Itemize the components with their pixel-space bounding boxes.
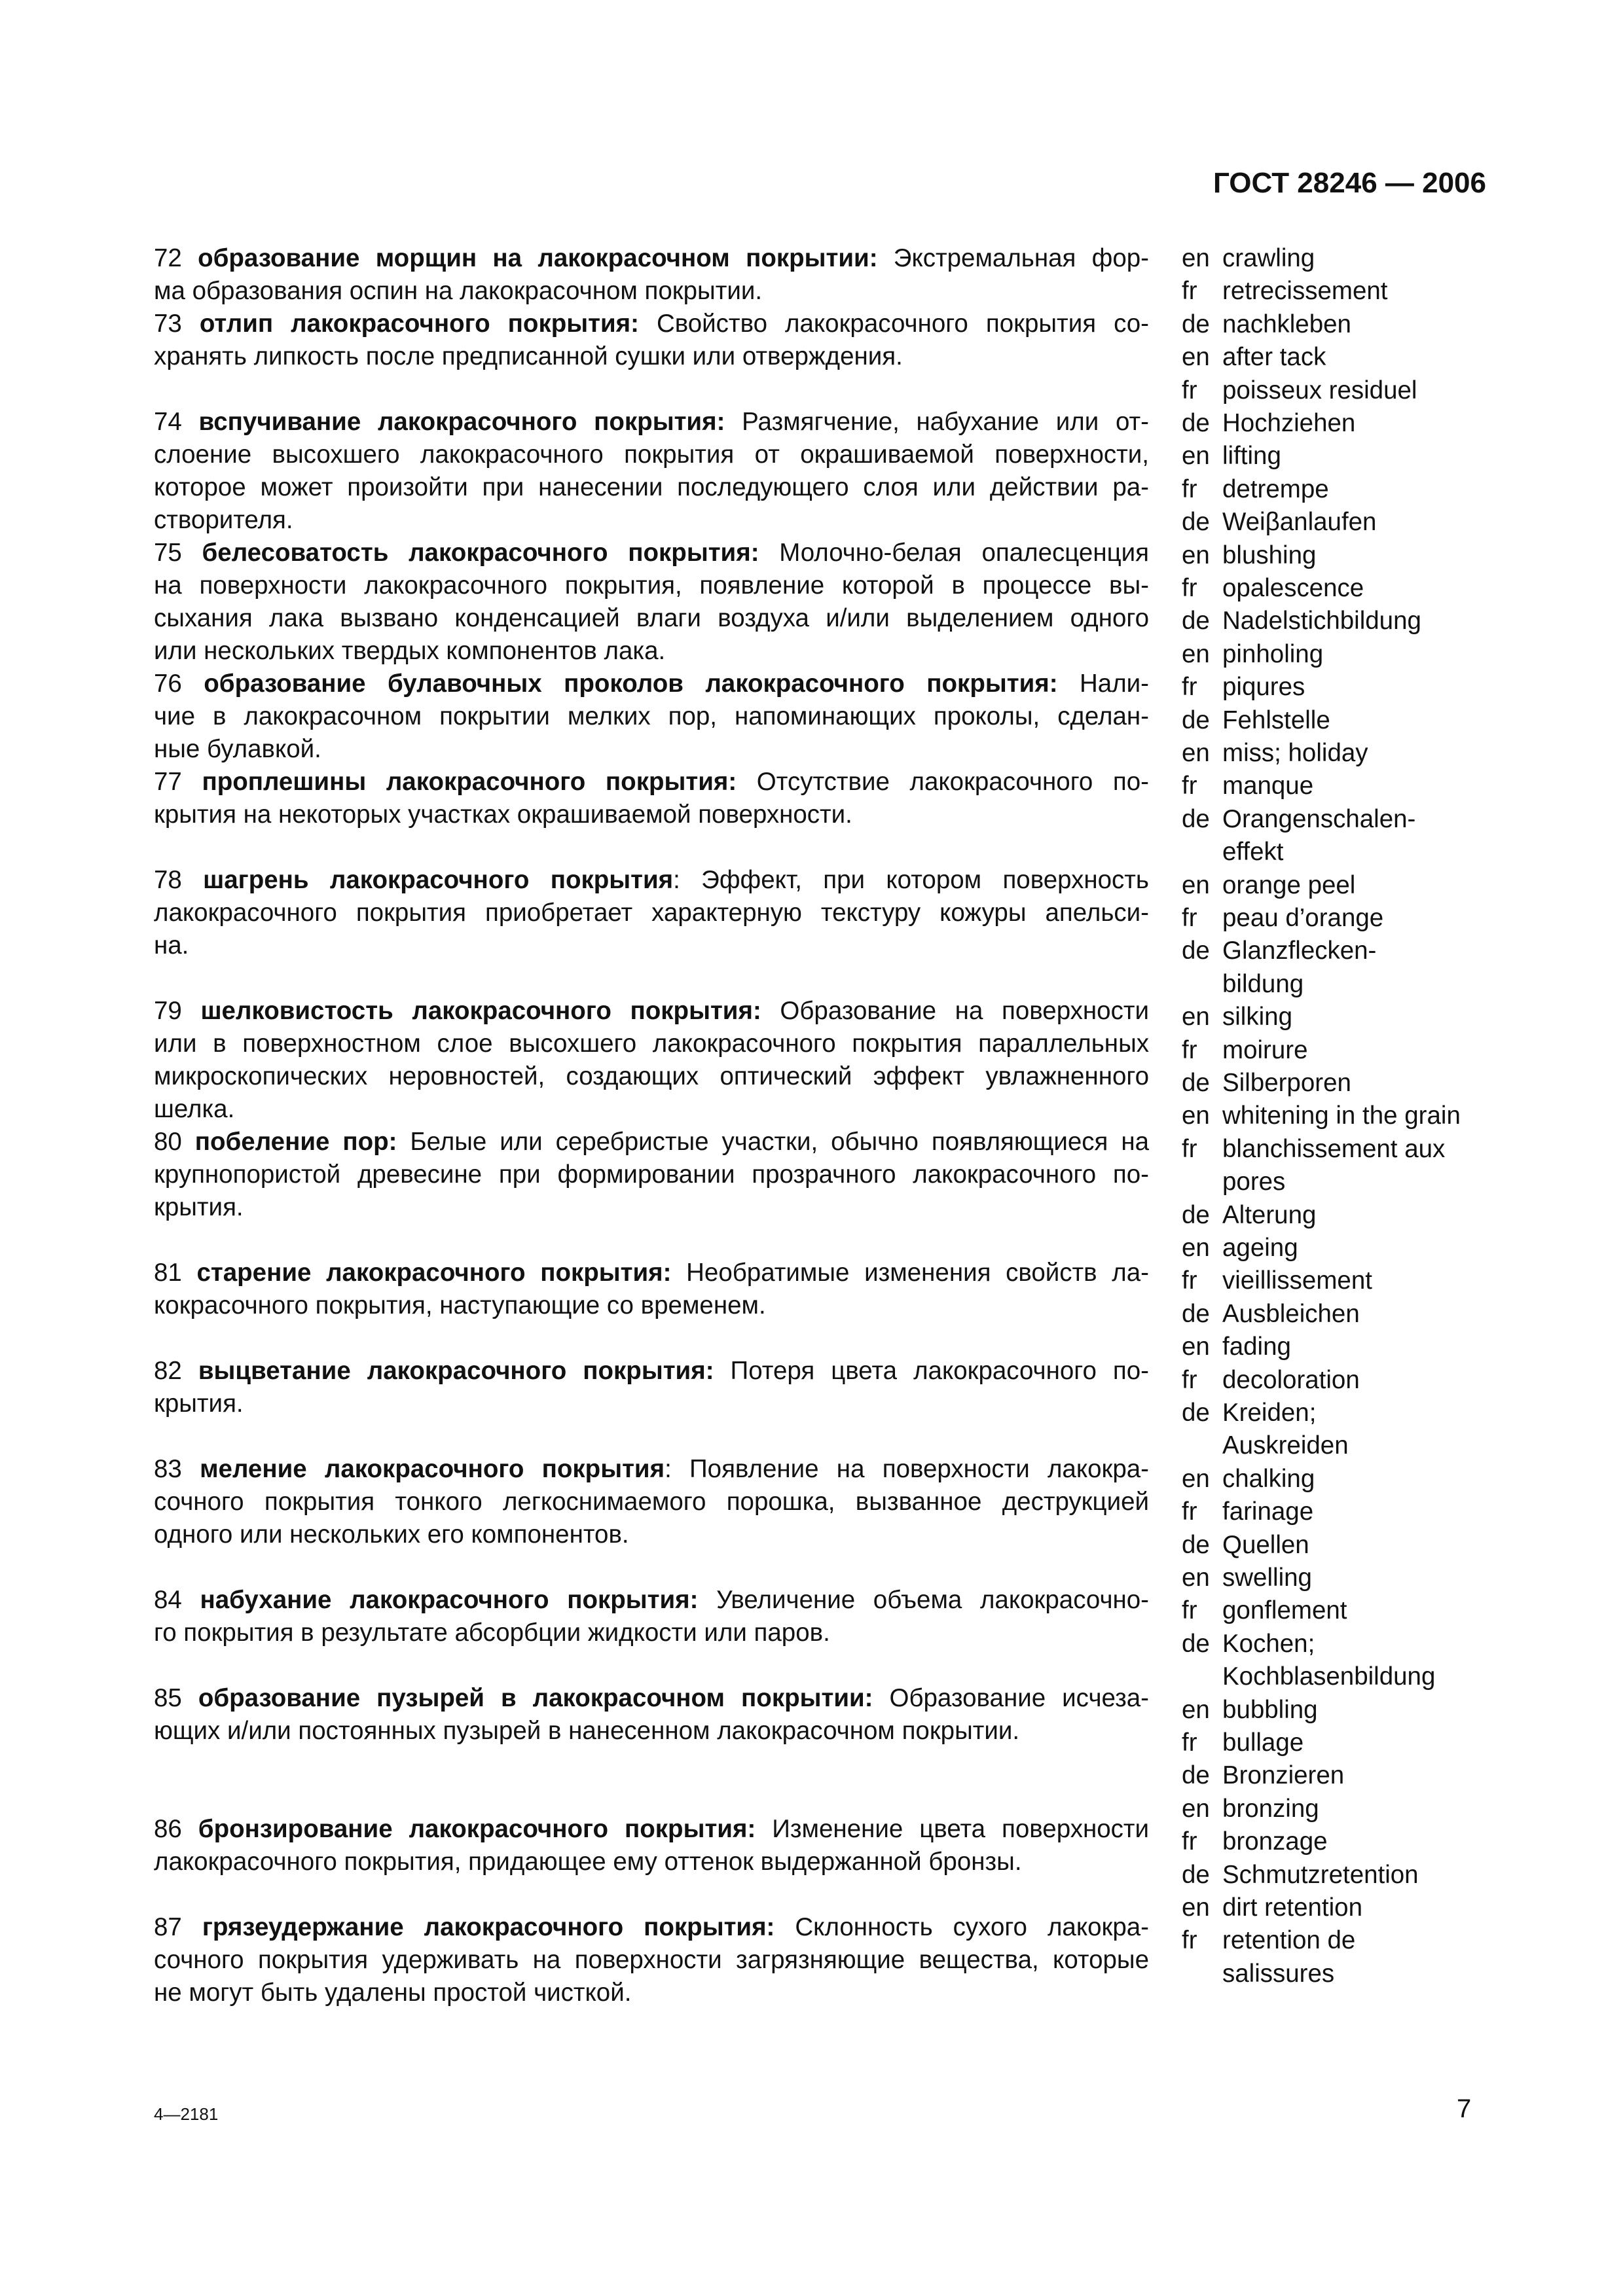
foreign-equivalent [1182,1166,1285,1199]
language-code: en [1182,1234,1210,1262]
term-text: Нали- [1057,670,1149,698]
term-text: крупнопористой древесине при формировании прозрачного лакокрасочного по- [154,1160,1149,1189]
equivalent-term: bildung [1222,969,1304,998]
term-number: 83 [154,1455,200,1483]
language-code: de [1182,1761,1210,1790]
language-code: en [1182,870,1210,899]
equivalent-term: whitening in the grain [1222,1102,1461,1130]
foreign-equivalent [1182,1660,1435,1694]
term-definition-line [154,1518,629,1552]
term-text: Склонность сухого лакокра- [775,1913,1149,1941]
equivalent-term: poisseux residuel [1222,376,1417,404]
foreign-equivalent [1182,605,1421,638]
term-entry-line [154,1813,1149,1846]
foreign-equivalent [1182,1067,1351,1100]
language-code: en [1182,1893,1210,1922]
language-code: de [1182,1530,1210,1559]
foreign-equivalent [1182,1265,1372,1298]
language-code: en [1182,1003,1210,1031]
term-number: 80 [154,1128,195,1156]
foreign-equivalent [1182,1694,1318,1727]
term-definition-line [154,1486,1149,1519]
term-text: сочного покрытия тонкого легкоснимаемого порошка, вызванное деструкцией [154,1488,1149,1516]
term-entry-line [154,406,1149,439]
term-name: проплешины лакокрасочного покрытия: [202,768,737,796]
foreign-equivalent [1182,506,1376,539]
term-entry-line [154,537,1149,570]
foreign-equivalent [1182,341,1326,374]
term-definition-line [154,1617,830,1650]
equivalent-term: Quellen [1222,1530,1309,1559]
term-text: Изменение цвета поверхности [756,1815,1150,1843]
term-text: : Эффект, при котором поверхность [673,866,1149,894]
equivalent-term: fading [1222,1333,1291,1361]
term-text: ма образования оспин на лакокрасочном покрытии. [154,277,763,305]
term-number: 77 [154,768,202,796]
term-definition-line [154,275,762,308]
equivalent-term: Alterung [1222,1200,1317,1229]
term-entry-line [154,1453,1149,1486]
language-code: en [1182,739,1210,767]
term-number: 76 [154,670,204,698]
language-code: en [1182,1564,1210,1592]
language-code: fr [1182,475,1197,503]
term-name: меление лакокрасочного покрытия [200,1455,665,1483]
foreign-equivalent [1182,1958,1334,1991]
foreign-equivalent [1182,836,1283,869]
foreign-equivalent [1182,407,1355,440]
term-name: отлип лакокрасочного покрытия: [199,310,639,338]
term-name: шагрень лакокрасочного покрытия [203,866,674,894]
equivalent-term: after tack [1222,343,1326,372]
term-number: 86 [154,1815,198,1843]
foreign-equivalent [1182,902,1383,935]
equivalent-term: blushing [1222,541,1317,569]
equivalent-term: piqures [1222,673,1305,702]
language-code: en [1182,1102,1210,1130]
language-code: fr [1182,1498,1197,1526]
term-text: не могут быть удалены простой чисткой. [154,1979,632,2007]
foreign-equivalent [1182,374,1417,408]
term-definition-line [154,635,665,668]
foreign-equivalent [1182,737,1368,770]
language-code: fr [1182,1596,1197,1625]
language-code: en [1182,1695,1210,1724]
equivalent-term: lifting [1222,442,1281,471]
foreign-equivalent [1182,1759,1344,1793]
foreign-equivalent [1182,935,1376,968]
equivalent-term: manque [1222,772,1314,800]
equivalent-term: Fehlstelle [1222,706,1330,734]
term-definition-line [154,1158,1149,1192]
term-text: сыхания лака вызвано конденсацией влаги воздуха и/или выделением одного [154,604,1149,632]
term-entry-line [154,864,1149,897]
equivalent-term: opalescence [1222,574,1364,602]
term-definition-line [154,700,1149,734]
foreign-equivalent [1182,803,1415,836]
equivalent-term: Schmutzretention [1222,1860,1419,1889]
language-code: en [1182,1794,1210,1823]
term-text: Образование на поверхности [761,997,1149,1025]
term-text: сочного покрытия удерживать на поверхности загрязняющие вещества, которые [154,1946,1149,1974]
term-definition-line [154,798,852,832]
language-code: de [1182,1629,1210,1658]
term-text: крытия. [154,1390,244,1418]
term-text: которое может произойти при нанесении последующего слоя или действии ра- [154,473,1149,501]
term-entry-line [154,1911,1149,1945]
term-name: образование пузырей в лакокрасочном покрытии: [198,1684,873,1712]
equivalent-term: blanchissement aux [1222,1134,1446,1163]
equivalent-term: bronzage [1222,1827,1328,1856]
language-code: de [1182,804,1210,833]
foreign-equivalent [1182,539,1316,573]
language-code: fr [1182,1926,1197,1955]
term-definition-line [154,1388,244,1421]
language-code: de [1182,1200,1210,1229]
term-entry-line [154,242,1149,276]
foreign-equivalent [1182,1924,1355,1958]
term-text: Экстремальная фор- [877,244,1149,272]
page-number: 7 [1457,2094,1472,2123]
term-text: или нескольких твердых компонентов лака. [154,637,666,665]
language-code: fr [1182,904,1197,932]
term-number: 73 [154,310,200,338]
foreign-equivalent [1182,704,1330,738]
equivalent-term: peau d’orange [1222,904,1384,932]
term-text: микроскопических неровностей, создающих оптический эффект увлажненного [154,1062,1149,1090]
term-definition-line [154,1977,631,2010]
term-definition-line [154,569,1149,603]
foreign-equivalent [1182,242,1315,276]
foreign-equivalent [1182,1331,1291,1364]
foreign-equivalent [1182,1199,1316,1232]
term-entry-line [154,1584,1149,1617]
language-code: de [1182,1299,1210,1328]
foreign-equivalent [1182,968,1304,1001]
term-definition-line [154,471,1149,505]
term-definition-line [154,1944,1149,1977]
foreign-equivalent [1182,671,1305,704]
term-definition-line [154,733,321,766]
term-name: шелковистость лакокрасочного покрытия: [200,997,761,1025]
foreign-equivalent [1182,1232,1298,1265]
term-entry-line [154,1126,1149,1159]
foreign-equivalent [1182,1825,1328,1859]
foreign-equivalent [1182,770,1313,803]
equivalent-term: decoloration [1222,1365,1360,1394]
term-number: 75 [154,539,202,567]
term-number: 87 [154,1913,202,1941]
equivalent-term: Auskreiden [1222,1431,1349,1460]
term-number: 78 [154,866,204,894]
term-entry-line [154,1355,1149,1388]
equivalent-term: Nadelstichbildung [1222,607,1421,636]
foreign-equivalent [1182,1594,1347,1628]
equivalent-term: moirure [1222,1035,1308,1064]
language-code: fr [1182,1729,1197,1757]
language-code: en [1182,244,1210,272]
language-code: fr [1182,277,1197,306]
term-name: вспучивание лакокрасочного покрытия: [198,408,725,436]
language-code: fr [1182,1134,1197,1163]
term-definition-line [154,1060,1149,1094]
foreign-equivalent [1182,1529,1309,1562]
term-text: Белые или серебристые участки, обычно появляющиеся на [397,1128,1149,1156]
equivalent-term: miss; holiday [1222,739,1368,767]
term-definition-line [154,1715,1019,1748]
term-entry-line [154,1682,1149,1715]
term-text: Свойство лакокрасочного покрытия со- [638,310,1149,338]
term-definition-line [154,1093,234,1126]
language-code: en [1182,343,1210,372]
equivalent-term: vieillissement [1222,1266,1372,1295]
term-text: крытия. [154,1193,244,1221]
term-text: лакокрасочного покрытия приобретает характерную текстуру кожуры апельси- [154,899,1149,927]
term-number: 79 [154,997,201,1025]
term-definition-line [154,340,903,374]
language-code: de [1182,937,1210,965]
term-number: 82 [154,1357,198,1385]
equivalent-term: nachkleben [1222,310,1351,338]
term-definition-line [154,439,1149,472]
language-code: en [1182,639,1210,668]
foreign-equivalent [1182,1496,1313,1529]
print-code: 4—2181 [154,2104,219,2124]
term-entry-line [154,1257,1149,1290]
equivalent-term: salissures [1222,1959,1335,1988]
equivalent-term: dirt retention [1222,1893,1363,1922]
term-entry-line [154,995,1149,1028]
term-definition-line [154,504,293,537]
term-definition-line [154,1289,766,1323]
language-code: fr [1182,772,1197,800]
equivalent-term: orange peel [1222,870,1356,899]
equivalent-term: chalking [1222,1464,1315,1493]
language-code: fr [1182,1365,1197,1394]
language-code: de [1182,1069,1210,1097]
term-text: Молочно-белая опалесценция [759,539,1149,567]
equivalent-term: pores [1222,1168,1286,1196]
equivalent-term: crawling [1222,244,1315,272]
term-text: чие в лакокрасочном покрытии мелких пор, напоминающих проколы, сделан- [154,702,1149,730]
term-text: Необратимые изменения свойств ла- [671,1259,1149,1287]
equivalent-term: retention de [1222,1926,1356,1955]
language-code: en [1182,1464,1210,1493]
foreign-equivalent [1182,869,1355,903]
foreign-equivalent [1182,572,1364,605]
term-name: образование морщин на лакокрасочном покрытии: [198,244,878,272]
term-text: слоение высохшего лакокрасочного покрытия от окрашиваемой поверхности, [154,440,1149,469]
equivalent-term: Hochziehen [1222,409,1356,437]
term-text: створителя. [154,506,293,534]
foreign-equivalent [1182,1397,1316,1430]
term-name: набухание лакокрасочного покрытия: [200,1586,699,1614]
equivalent-term: bullage [1222,1729,1304,1757]
term-text: ные булавкой. [154,735,321,763]
equivalent-term: Bronzieren [1222,1761,1345,1790]
term-text: Отсутствие лакокрасочного по- [737,768,1150,796]
term-name: старение лакокрасочного покрытия: [196,1259,672,1287]
foreign-equivalent [1182,1364,1360,1397]
term-definition-line [154,929,189,963]
foreign-equivalent [1182,1628,1315,1661]
language-code: fr [1182,1266,1197,1295]
language-code: de [1182,1399,1210,1427]
foreign-equivalent [1182,1429,1349,1463]
foreign-equivalent [1182,1727,1304,1760]
term-text: на. [154,931,189,960]
foreign-equivalent [1182,638,1323,672]
foreign-equivalent [1182,1793,1319,1826]
equivalent-term: farinage [1222,1498,1314,1526]
term-name: образование булавочных проколов лакокрасочного покрытия: [204,670,1058,698]
term-text: : Появление на поверхности лакокра- [665,1455,1149,1483]
foreign-equivalent [1182,1859,1419,1892]
term-name: бронзирование лакокрасочного покрытия: [198,1815,756,1843]
language-code: fr [1182,1827,1197,1856]
term-text: ющих и/или постоянных пузырей в нанесенном лакокрасочном покрытии. [154,1717,1020,1745]
equivalent-term: bronzing [1222,1794,1319,1823]
language-code: de [1182,706,1210,734]
equivalent-term: silking [1222,1003,1292,1031]
term-text: го покрытия в результате абсорбции жидкости или паров. [154,1619,830,1647]
term-number: 74 [154,408,199,436]
term-entry-line [154,766,1149,799]
equivalent-term: bubbling [1222,1695,1318,1724]
language-code: fr [1182,673,1197,702]
term-text: лакокрасочного покрытия, придающее ему оттенок выдержанной бронзы. [154,1848,1022,1876]
equivalent-term: Silberporen [1222,1069,1351,1097]
term-definition-line [154,602,1149,636]
term-text: Увеличение объема лакокрасочно- [698,1586,1149,1614]
term-name: побеление пор: [194,1128,397,1156]
term-name: выцветание лакокрасочного покрытия: [198,1357,714,1385]
term-name: грязеудержание лакокрасочного покрытия: [202,1913,775,1941]
term-number: 72 [154,244,198,272]
foreign-equivalent [1182,1463,1315,1496]
language-code: fr [1182,574,1197,602]
equivalent-term: Glanzflecken- [1222,937,1377,965]
term-text: шелка. [154,1095,235,1123]
language-code: de [1182,1860,1210,1889]
foreign-equivalent [1182,1001,1292,1034]
equivalent-term: Kreiden; [1222,1399,1317,1427]
language-code: de [1182,409,1210,437]
term-text: крытия на некоторых участках окрашиваемой поверхности. [154,800,852,829]
equivalent-term: swelling [1222,1564,1312,1592]
term-number: 81 [154,1259,197,1287]
foreign-equivalent [1182,1562,1312,1595]
foreign-equivalent [1182,1133,1445,1166]
language-code: de [1182,508,1210,537]
term-name: белесоватость лакокрасочного покрытия: [202,539,759,567]
foreign-equivalent [1182,1100,1461,1133]
language-code: de [1182,310,1210,338]
term-entry-line [154,668,1149,701]
term-number: 84 [154,1586,200,1614]
term-text: одного или нескольких его компонентов. [154,1520,629,1549]
term-text: Потеря цвета лакокрасочного по- [714,1357,1149,1385]
foreign-equivalent [1182,1892,1362,1925]
foreign-equivalent [1182,440,1281,473]
foreign-equivalent [1182,275,1387,308]
term-text: или в поверхностном слое высохшего лакокрасочного покрытия параллельных [154,1030,1149,1058]
equivalent-term: Ausbleichen [1222,1299,1360,1328]
document-header-standard: ГОСТ 28246 — 2006 [1213,167,1486,199]
equivalent-term: Kochen; [1222,1629,1315,1658]
equivalent-term: detrempe [1222,475,1329,503]
term-text: Образование исчеза- [873,1684,1149,1712]
term-definition-line [154,897,1149,930]
term-entry-line [154,308,1149,341]
language-code: en [1182,541,1210,569]
term-definition-line [154,1846,1022,1879]
foreign-equivalent [1182,1034,1308,1067]
equivalent-term: Orangenschalen- [1222,804,1416,833]
equivalent-term: Weiβanlaufen [1222,508,1377,537]
term-definition-line [154,1191,244,1225]
term-text: кокрасочного покрытия, наступающие со временем. [154,1291,766,1319]
equivalent-term: retrecissement [1222,277,1388,306]
language-code: fr [1182,376,1197,404]
equivalent-term: pinholing [1222,639,1324,668]
term-text: Размягчение, набухание или от- [725,408,1149,436]
equivalent-term: gonflement [1222,1596,1347,1625]
equivalent-term: ageing [1222,1234,1298,1262]
term-definition-line [154,1028,1149,1061]
language-code: fr [1182,1035,1197,1064]
term-text: хранять липкость после предписанной сушки или отверждения. [154,342,903,370]
term-number: 85 [154,1684,198,1712]
term-text: на поверхности лакокрасочного покрытия, появление которой в процессе вы- [154,571,1149,600]
equivalent-term: Kochblasenbildung [1222,1662,1436,1691]
language-code: en [1182,442,1210,471]
language-code: de [1182,607,1210,636]
equivalent-term: effekt [1222,838,1284,867]
foreign-equivalent [1182,308,1351,342]
foreign-equivalent [1182,473,1329,507]
foreign-equivalent [1182,1298,1360,1331]
language-code: en [1182,1333,1210,1361]
